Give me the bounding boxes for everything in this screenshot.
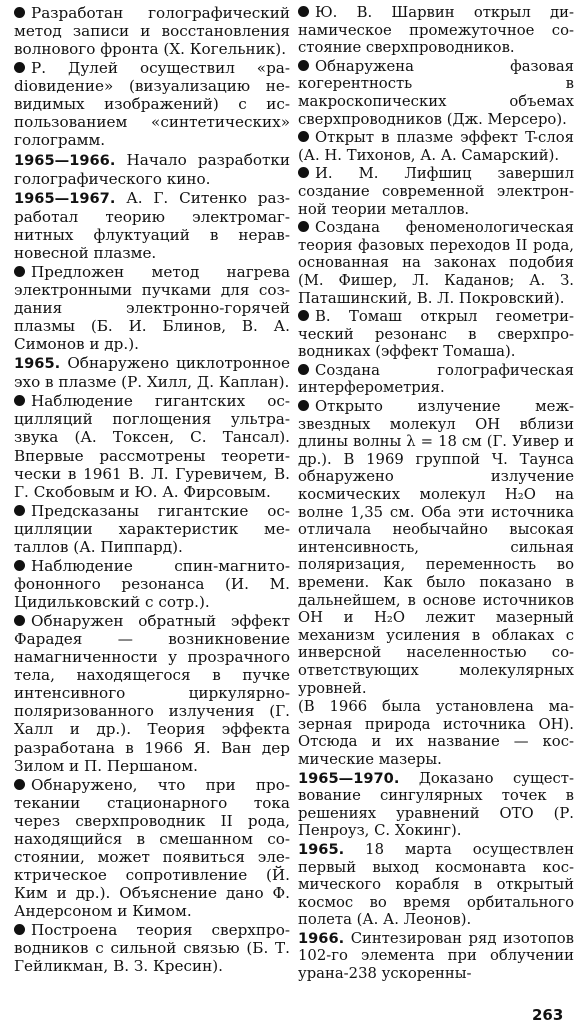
chronology-entry <box>298 58 574 128</box>
chronology-entry <box>14 502 290 556</box>
bullet-icon <box>298 131 309 142</box>
chronology-entry <box>298 770 574 840</box>
chronology-entry <box>14 4 290 58</box>
chronology-entry <box>14 392 290 500</box>
entry-text: Создана голографическая интерферометрия. <box>298 361 574 397</box>
chronology-entry <box>298 129 574 164</box>
entry-text: А. Г. Ситенко разработал теорию электромагнитных флуктуаций в неравновесной плазме. <box>14 188 290 262</box>
entry-text: Обнаружено, что при протекании стационарного тока через сверхпроводник II рода, находящийся в смешанном состоянии, может появиться электрическое сопротивление (Й. Ким и др.). Объяснение дано Ф. Андерсоном и Кимом. <box>14 775 290 921</box>
chronology-entry <box>298 308 574 361</box>
chronology-entry <box>14 776 290 921</box>
chronology-entry <box>14 354 290 391</box>
bullet-icon <box>298 310 309 321</box>
entry-text: Начало разработки голографического кино. <box>14 150 291 188</box>
chronology-entry <box>14 151 290 188</box>
bullet-icon <box>14 395 25 406</box>
entry-text: 18 марта осуществлен первый выход космонавта космического корабля в открытый космос во время орбитального полета (А. А. Леонов). <box>298 840 574 929</box>
chronology-entry <box>14 189 290 262</box>
bullet-icon <box>14 924 25 935</box>
chronology-entry <box>14 557 290 611</box>
entry-text: Обнаружено циклотронное эхо в плазме (Р. Хилл, Д. Каплан). <box>14 354 290 392</box>
entry-text: И. М. Лифшиц завершил создание современной электронной теории металлов. <box>298 165 574 218</box>
page-number: 263 <box>532 1006 564 1024</box>
entry-text: Открыто излучение межзвездных молекул OH вблизи длины волны λ = 18 см (Г. Уивер и др.). В 1969 группой Ч. Таунса обнаружено излучение космических молекул H₂O на волне 1,35 см. Оба эти источника отличала необычайно высокая интенсивность, сильная поляризация, переменность во времени. Как было показано в дальнейшем, в основе источников OH и H₂O лежит мазерный механизм усиления в облаках с инверсной населенностью соответствующих молекулярных уровней. <box>298 398 574 697</box>
bullet-icon <box>14 62 25 73</box>
bullet-icon <box>14 7 25 18</box>
chronology-entry <box>14 263 290 353</box>
chronology-entry <box>298 930 574 983</box>
bullet-icon <box>298 6 309 17</box>
entry-text: Обнаружен обратный эффект Фарадея — возникновение намагниченности у прозрачного тела, находящегося в пучке интенсивного циркулярно-поляризованного излучения (Г. Халл и др.). Теория эффекта разработана в 1966 Я. Ван дер Зилом и П. Першаном. <box>14 612 290 775</box>
bullet-icon <box>298 167 309 178</box>
chronology-entry <box>298 362 574 397</box>
chronology-entry <box>298 398 574 697</box>
bullet-icon <box>298 60 309 71</box>
entry-text: (В 1966 была установлена мазерная природа источника OH). Отсюда и их название — космические мазеры. <box>298 698 574 768</box>
entry-text: Синтезирован ряд изотопов 102-го элемента при облучении урана-238 ускоренны- <box>298 929 574 983</box>
entry-text: Доказано существование сингулярных точек в решениях уравнений ОТО (Р. Пенроуз, С. Хокинг). <box>298 769 574 840</box>
entry-text: Предложен метод нагрева электронными пучками для создания электронно-горячей плазмы (Б. И. Блинов, В. А. Симонов и др.). <box>14 262 290 354</box>
entry-text: Обнаружена фазовая когерентность в макроскопических объемах сверхпроводников (Дж. Мерсеро). <box>298 57 574 128</box>
bullet-icon <box>298 221 309 232</box>
chronology-entry <box>298 165 574 218</box>
bullet-icon <box>14 505 25 516</box>
bullet-icon <box>14 615 25 626</box>
entry-text: Предсказаны гигантские осцилляции характеристик металлов (А. Пиппард). <box>14 501 290 556</box>
entry-text: Построена теория сверхпроводников с сильной связью (Б. Т. Гейликман, В. З. Кресин). <box>14 921 290 976</box>
chronology-entry <box>14 59 290 149</box>
bullet-icon <box>14 560 25 571</box>
entry-year: 1965—1967. <box>14 189 116 207</box>
entry-text: Создана феноменологическая теория фазовых переходов II рода, основанная на законах подобия (М. Фишер, Л. Каданов; А. З. Паташинский, В. Л. Покровский). <box>298 219 574 307</box>
entry-year: 1965. <box>14 355 61 373</box>
chronology-entry <box>14 921 290 975</box>
chronology-entry <box>298 219 574 307</box>
entry-year: 1966. <box>298 929 345 947</box>
entry-text: Разработан голографический метод записи и восстановления волнового фронта (Х. Когельник). <box>14 4 290 59</box>
chronology-entry <box>14 612 290 775</box>
entry-text: Открыт в плазме эффект T-слоя (А. Н. Тихонов, А. А. Самарский). <box>298 129 574 164</box>
entry-text: Наблюдение спин-магнитофононного резонанса (И. М. Цидильковский с сотр.). <box>14 556 290 611</box>
entry-text: В. Томаш открыл геометрический резонанс в сверхпроводниках (эффект Томаша). <box>298 308 574 361</box>
entry-text: Ю. В. Шарвин открыл динамическое промежуточное состояние сверхпроводников. <box>298 4 574 57</box>
entry-year: 1965—1966. <box>14 151 116 169</box>
chronology-entry <box>298 698 574 768</box>
bullet-icon <box>14 266 25 277</box>
left-column <box>14 4 290 976</box>
entry-text: Наблюдение гигантских осцилляций поглощения ультразвука (А. Токсен, С. Тансал). Впервые рассмотрены теоретически в 1961 В. Л. Гуревичем, В. Г. Скобовым и Ю. А. Фирсовым. <box>14 392 290 501</box>
entry-text: Р. Дулей осуществил «раdiовидение» (визуализацию невидимых изображений) с использованием «синтетических» голограмм. <box>14 59 290 150</box>
right-column <box>298 4 574 984</box>
entry-year: 1965. <box>298 840 345 858</box>
bullet-icon <box>298 364 309 375</box>
chronology-entry <box>298 4 574 57</box>
chronology-entry <box>298 841 574 929</box>
entry-year: 1965—1970. <box>298 769 400 787</box>
bullet-icon <box>14 779 25 790</box>
bullet-icon <box>298 400 309 411</box>
